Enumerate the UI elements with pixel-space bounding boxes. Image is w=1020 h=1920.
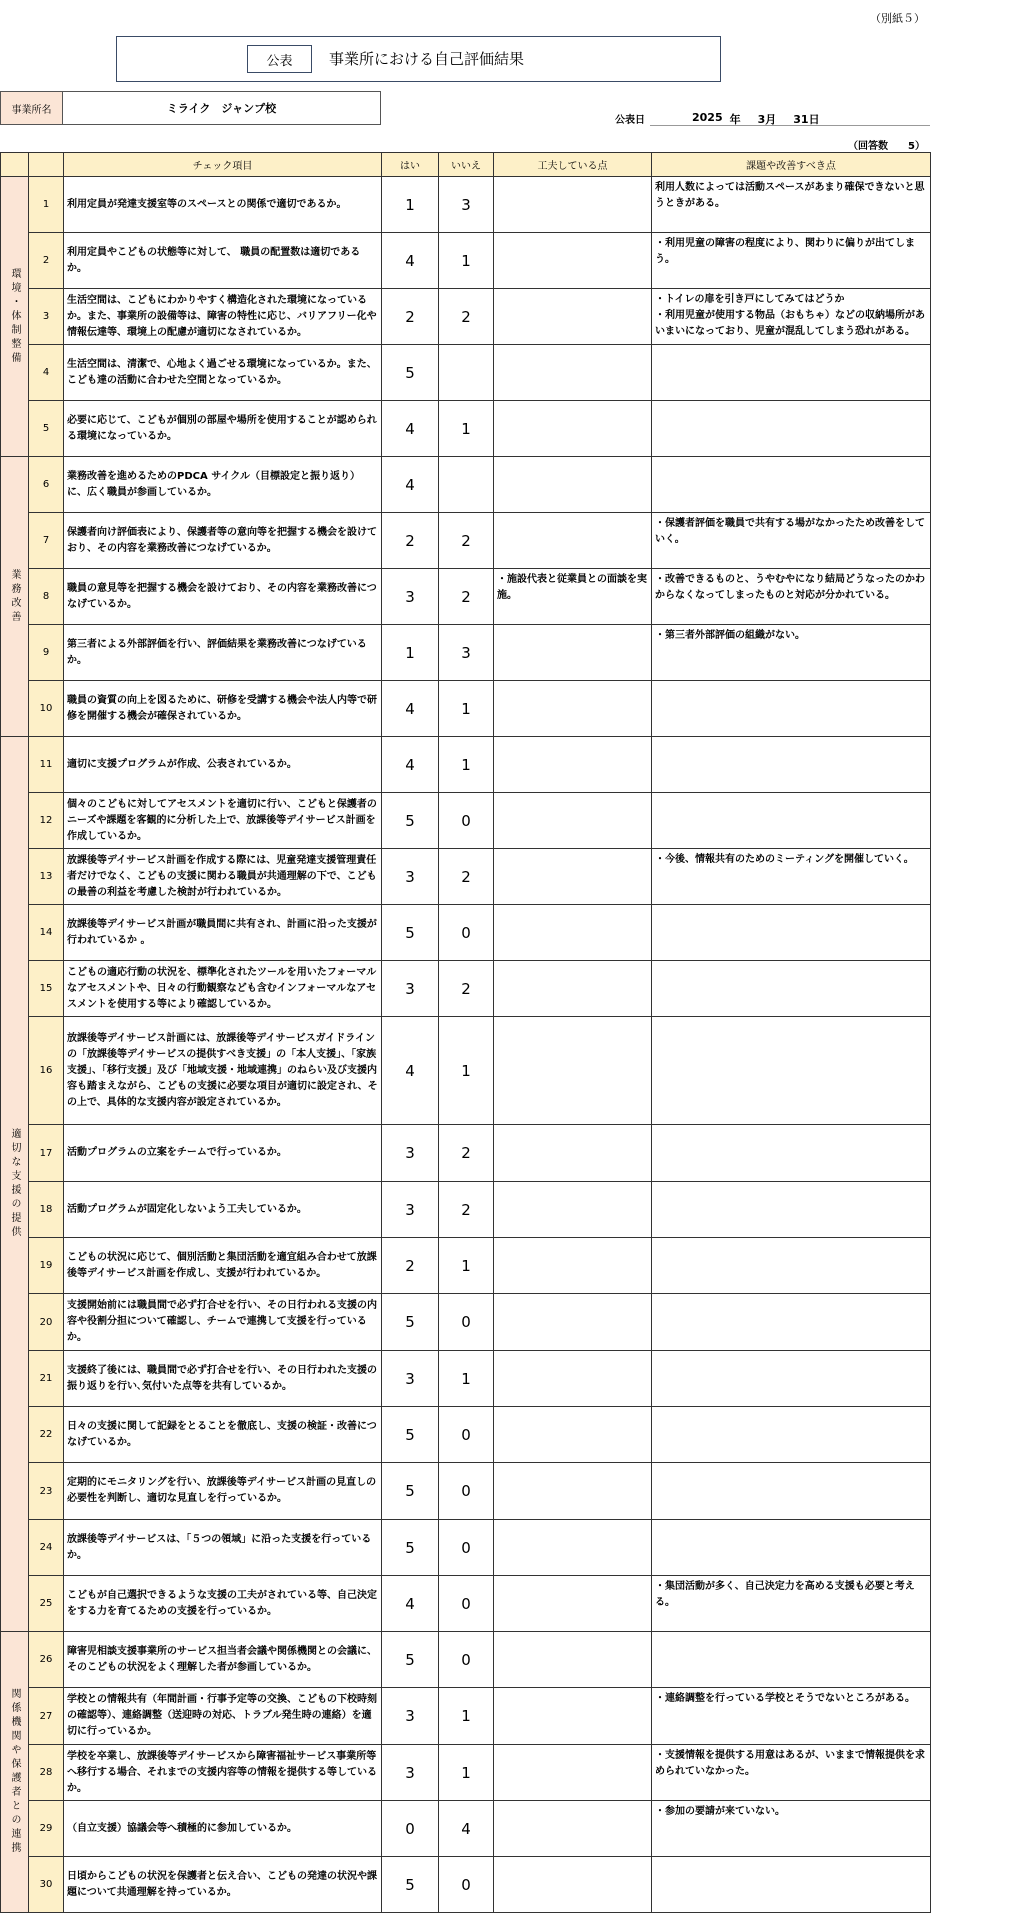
issue-note <box>652 1125 931 1182</box>
no-count: 0 <box>439 1407 494 1463</box>
check-item-text: 日頃からこどもの状況を保護者と伝え合い、こどもの発達の状況や課題について共通理解を持っているか。 <box>64 1857 382 1913</box>
table-row <box>1 1125 931 1182</box>
issue-note <box>652 1238 931 1294</box>
table-row <box>1 1745 931 1801</box>
yes-count: 3 <box>382 1745 439 1801</box>
effort-note <box>494 289 652 345</box>
item-number: 25 <box>29 1576 64 1632</box>
annex-label: （別紙５） <box>870 12 925 25</box>
effort-note <box>494 1857 652 1913</box>
table-row <box>1 233 931 289</box>
table-row <box>1 681 931 737</box>
effort-note <box>494 457 652 513</box>
category-label: 適切な支援の提供 <box>1 737 29 1632</box>
header-issues: 課題や改善すべき点 <box>652 153 931 177</box>
no-count <box>439 457 494 513</box>
check-item-text: 障害児相談支援事業所のサービス担当者会議や関係機関との会議に、そのこどもの状況をよく理解した者が参画しているか。 <box>64 1632 382 1688</box>
effort-note <box>494 513 652 569</box>
yes-count: 4 <box>382 401 439 457</box>
no-count: 2 <box>439 961 494 1017</box>
item-number: 16 <box>29 1017 64 1125</box>
effort-note <box>494 1125 652 1182</box>
item-number: 1 <box>29 177 64 233</box>
effort-note <box>494 1688 652 1745</box>
yes-count: 4 <box>382 681 439 737</box>
check-item-text: 放課後等デイサービス計画には、放課後等デイサービスガイドラインの「放課後等デイサービスの提供すべき支援」の「本人支援」、「家族支援」、「移行支援」及び「地域支援・地域連携」のねらい及び支援内容も踏まえながら、こどもの支援に必要な項目が適切に設定され、その上で、具体的な支援内容が設定されているか。 <box>64 1017 382 1125</box>
yes-count: 3 <box>382 1182 439 1238</box>
yes-count: 5 <box>382 1463 439 1520</box>
table-row <box>1 513 931 569</box>
check-item-text: 第三者による外部評価を行い、評価結果を業務改善につなげているか。 <box>64 625 382 681</box>
item-number: 14 <box>29 905 64 961</box>
table-row <box>1 289 931 345</box>
issue-note: ・保護者評価を職員で共有する場がなかったため改善をしていく。 <box>652 513 931 569</box>
check-item-text: 職員の意見等を把握する機会を設けており、その内容を業務改善につなげているか。 <box>64 569 382 625</box>
effort-note <box>494 625 652 681</box>
header-effort: 工夫している点 <box>494 153 652 177</box>
yes-count: 4 <box>382 737 439 793</box>
table-row <box>1 1801 931 1857</box>
yes-count: 4 <box>382 1017 439 1125</box>
issue-note: ・利用児童の障害の程度により、関わりに偏りが出てしまう。 <box>652 233 931 289</box>
yes-count: 0 <box>382 1801 439 1857</box>
effort-note <box>494 1017 652 1125</box>
effort-note <box>494 793 652 849</box>
no-count: 2 <box>439 1125 494 1182</box>
issue-note <box>652 737 931 793</box>
check-item-text: 活動プログラムの立案をチームで行っているか。 <box>64 1125 382 1182</box>
no-count: 3 <box>439 177 494 233</box>
issue-note <box>652 1632 931 1688</box>
item-number: 15 <box>29 961 64 1017</box>
effort-note <box>494 1745 652 1801</box>
item-number: 28 <box>29 1745 64 1801</box>
issue-note: ・支援情報を提供する用意はあるが、いままで情報提供を求められていなかった。 <box>652 1745 931 1801</box>
no-count: 2 <box>439 569 494 625</box>
item-number: 27 <box>29 1688 64 1745</box>
yes-count: 5 <box>382 1520 439 1576</box>
table-row <box>1 1857 931 1913</box>
issue-note <box>652 1407 931 1463</box>
item-number: 20 <box>29 1294 64 1351</box>
check-item-text: 日々の支援に関して記録をとることを徹底し、支援の検証・改善につなげているか。 <box>64 1407 382 1463</box>
no-count: 0 <box>439 1294 494 1351</box>
page-title: 事業所における自己評価結果 <box>329 50 525 68</box>
no-count: 1 <box>439 1745 494 1801</box>
yes-count: 3 <box>382 961 439 1017</box>
yes-count: 4 <box>382 233 439 289</box>
issue-note <box>652 681 931 737</box>
no-count: 0 <box>439 1520 494 1576</box>
item-number: 10 <box>29 681 64 737</box>
table-row <box>1 1017 931 1125</box>
issue-note <box>652 457 931 513</box>
category-label: 業務改善 <box>1 457 29 737</box>
item-number: 24 <box>29 1520 64 1576</box>
table-body <box>1 177 931 1913</box>
check-item-text: 学校との情報共有（年間計画・行事予定等の交換、こどもの下校時刻の確認等）、連絡調整（送迎時の対応、トラブル発生時の連絡）を適切に行っているか。 <box>64 1688 382 1745</box>
no-count: 1 <box>439 233 494 289</box>
table-row <box>1 905 931 961</box>
check-item-text: 保護者向け評価表により、保護者等の意向等を把握する機会を設けており、その内容を業務改善につなげているか。 <box>64 513 382 569</box>
no-count: 1 <box>439 737 494 793</box>
table-row <box>1 1294 931 1351</box>
effort-note <box>494 1238 652 1294</box>
check-item-text: こどもの状況に応じて、個別活動と集団活動を適宜組み合わせて放課後等デイサービス計画を作成し、支援が行われているか。 <box>64 1238 382 1294</box>
table-row <box>1 1632 931 1688</box>
check-item-text: 生活空間は、こどもにわかりやすく構造化された環境になっているか。また、事業所の設備等は、障害の特性に応じ、バリアフリー化や情報伝達等、環境上の配慮が適切になされているか。 <box>64 289 382 345</box>
yes-count: 2 <box>382 289 439 345</box>
no-count: 1 <box>439 1688 494 1745</box>
issue-note <box>652 401 931 457</box>
effort-note <box>494 177 652 233</box>
title-box <box>116 36 721 82</box>
check-item-text: こどもが自己選択できるような支援の工夫がされている等、自己決定をする力を育てるための支援を行っているか。 <box>64 1576 382 1632</box>
yes-count: 5 <box>382 793 439 849</box>
header-category <box>1 153 29 177</box>
issue-note <box>652 905 931 961</box>
check-item-text: 業務改善を進めるためのPDCA サイクル（目標設定と振り返り）に、広く職員が参画しているか。 <box>64 457 382 513</box>
issue-note: ・改善できるものと、うやむやになり結局どうなったのかわからなくなってしまったものと対応が分かれている。 <box>652 569 931 625</box>
item-number: 29 <box>29 1801 64 1857</box>
item-number: 2 <box>29 233 64 289</box>
yes-count: 4 <box>382 457 439 513</box>
issue-note: ・集団活動が多く、自己決定力を高める支援も必要と考える。 <box>652 1576 931 1632</box>
check-item-text: 職員の資質の向上を図るために、研修を受講する機会や法人内等で研修を開催する機会が確保されているか。 <box>64 681 382 737</box>
effort-note <box>494 1407 652 1463</box>
item-number: 9 <box>29 625 64 681</box>
issue-note <box>652 961 931 1017</box>
publish-label: 公表日 <box>615 115 645 126</box>
effort-note <box>494 1576 652 1632</box>
header-number <box>29 153 64 177</box>
no-count: 0 <box>439 793 494 849</box>
yes-count: 4 <box>382 1576 439 1632</box>
no-count: 0 <box>439 1632 494 1688</box>
effort-note <box>494 1182 652 1238</box>
effort-note <box>494 849 652 905</box>
issue-note <box>652 1351 931 1407</box>
no-count: 2 <box>439 849 494 905</box>
item-number: 19 <box>29 1238 64 1294</box>
publish-day: 31日 <box>793 113 820 126</box>
yes-count: 2 <box>382 513 439 569</box>
effort-note <box>494 1632 652 1688</box>
issue-note: ・トイレの扉を引き戸にしてみてはどうか ・利用児童が使用する物品（おもちゃ）などの収納場所があいまいになっており、児童が混乱してしまう恐れがある。 <box>652 289 931 345</box>
effort-note <box>494 1801 652 1857</box>
no-count: 1 <box>439 401 494 457</box>
effort-note <box>494 961 652 1017</box>
check-item-text: 利用定員が発達支援室等のスペースとの関係で適切であるか。 <box>64 177 382 233</box>
table-row <box>1 345 931 401</box>
check-item-text: こどもの適応行動の状況を、標準化されたツールを用いたフォーマルなアセスメントや、日々の行動観察なども含むインフォーマルなアセスメントを使用する等により確認しているか。 <box>64 961 382 1017</box>
yes-count: 2 <box>382 1238 439 1294</box>
issue-note <box>652 1182 931 1238</box>
effort-note <box>494 1294 652 1351</box>
item-number: 12 <box>29 793 64 849</box>
yes-count: 5 <box>382 345 439 401</box>
public-badge: 公表 <box>247 45 312 73</box>
yes-count: 3 <box>382 849 439 905</box>
item-number: 6 <box>29 457 64 513</box>
yes-count: 5 <box>382 1294 439 1351</box>
publish-year-unit: 年 <box>729 113 741 126</box>
issue-note <box>652 793 931 849</box>
no-count: 1 <box>439 1238 494 1294</box>
no-count: 0 <box>439 1857 494 1913</box>
no-count: 4 <box>439 1801 494 1857</box>
check-item-text: （自立支援）協議会等へ積極的に参加しているか。 <box>64 1801 382 1857</box>
office-name: ミライク ジャンプ校 <box>63 91 381 125</box>
yes-count: 5 <box>382 1632 439 1688</box>
effort-note <box>494 401 652 457</box>
no-count: 3 <box>439 625 494 681</box>
yes-count: 5 <box>382 1857 439 1913</box>
yes-count: 3 <box>382 1125 439 1182</box>
issue-note: ・参加の要請が来ていない。 <box>652 1801 931 1857</box>
effort-note <box>494 737 652 793</box>
effort-note <box>494 233 652 289</box>
no-count: 0 <box>439 905 494 961</box>
respondent-count: （回答数 5） <box>848 141 925 152</box>
issue-note <box>652 1857 931 1913</box>
table-row <box>1 569 931 625</box>
yes-count: 5 <box>382 1407 439 1463</box>
table-row <box>1 177 931 233</box>
evaluation-table <box>0 152 931 1913</box>
table-row <box>1 1576 931 1632</box>
table-row <box>1 1520 931 1576</box>
check-item-text: 個々のこどもに対してアセスメントを適切に行い、こどもと保護者のニーズや課題を客観的に分析した上で、放課後等デイサービス計画を作成しているか。 <box>64 793 382 849</box>
publish-underline <box>650 125 930 126</box>
effort-note <box>494 1351 652 1407</box>
table-row <box>1 793 931 849</box>
check-item-text: 放課後等デイサービス計画を作成する際には、児童発達支援管理責任者だけでなく、こどもの支援に関わる職員が共通理解の下で、こどもの最善の利益を考慮した検討が行われているか。 <box>64 849 382 905</box>
item-number: 4 <box>29 345 64 401</box>
item-number: 8 <box>29 569 64 625</box>
check-item-text: 利用定員やこどもの状態等に対して、 職員の配置数は適切であるか。 <box>64 233 382 289</box>
issue-note <box>652 1017 931 1125</box>
issue-note: 利用人数によっては活動スペースがあまり確保できないと思うときがある。 <box>652 177 931 233</box>
issue-note: ・連絡調整を行っている学校とそうでないところがある。 <box>652 1688 931 1745</box>
table-header-row <box>1 153 931 177</box>
table-row <box>1 1351 931 1407</box>
check-item-text: 学校を卒業し、放課後等デイサービスから障害福祉サービス事業所等へ移行する場合、それまでの支援内容等の情報を提供する等しているか。 <box>64 1745 382 1801</box>
check-item-text: 放課後等デイサービスは、「５つの領域」に沿った支援を行っているか。 <box>64 1520 382 1576</box>
yes-count: 1 <box>382 625 439 681</box>
table-row <box>1 1182 931 1238</box>
item-number: 5 <box>29 401 64 457</box>
table-row <box>1 457 931 513</box>
no-count: 1 <box>439 1017 494 1125</box>
yes-count: 3 <box>382 1351 439 1407</box>
table-row <box>1 1688 931 1745</box>
effort-note <box>494 345 652 401</box>
item-number: 18 <box>29 1182 64 1238</box>
table-row <box>1 401 931 457</box>
check-item-text: 活動プログラムが固定化しないよう工夫しているか。 <box>64 1182 382 1238</box>
check-item-text: 支援開始前には職員間で必ず打合せを行い、その日行われる支援の内容や役割分担について確認し、チームで連携して支援を行っているか。 <box>64 1294 382 1351</box>
publish-month: 3月 <box>757 113 777 126</box>
item-number: 23 <box>29 1463 64 1520</box>
check-item-text: 必要に応じて、こどもが個別の部屋や場所を使用することが認められる環境になっているか。 <box>64 401 382 457</box>
item-number: 7 <box>29 513 64 569</box>
no-count: 1 <box>439 681 494 737</box>
table-row <box>1 737 931 793</box>
issue-note <box>652 345 931 401</box>
item-number: 3 <box>29 289 64 345</box>
no-count: 2 <box>439 1182 494 1238</box>
effort-note <box>494 1463 652 1520</box>
table-row <box>1 1238 931 1294</box>
office-label: 事業所名 <box>0 91 63 125</box>
yes-count: 3 <box>382 1688 439 1745</box>
item-number: 11 <box>29 737 64 793</box>
issue-note: ・第三者外部評価の組織がない。 <box>652 625 931 681</box>
effort-note <box>494 905 652 961</box>
header-no: いいえ <box>439 153 494 177</box>
item-number: 22 <box>29 1407 64 1463</box>
publish-year: 2025 <box>692 111 723 124</box>
header-check-item: チェック項目 <box>64 153 382 177</box>
table-row <box>1 625 931 681</box>
check-item-text: 適切に支援プログラムが作成、公表されているか。 <box>64 737 382 793</box>
no-count: 2 <box>439 289 494 345</box>
check-item-text: 生活空間は、清潔で、心地よく過ごせる環境になっているか。また、こども達の活動に合わせた空間となっているか。 <box>64 345 382 401</box>
yes-count: 5 <box>382 905 439 961</box>
check-item-text: 定期的にモニタリングを行い、放課後等デイサービス計画の見直しの必要性を判断し、適切な見直しを行っているか。 <box>64 1463 382 1520</box>
issue-note <box>652 1520 931 1576</box>
no-count: 0 <box>439 1576 494 1632</box>
issue-note: ・今後、情報共有のためのミーティングを開催していく。 <box>652 849 931 905</box>
item-number: 26 <box>29 1632 64 1688</box>
category-label: 関係機関や保護者との連携 <box>1 1632 29 1913</box>
effort-note <box>494 1520 652 1576</box>
item-number: 17 <box>29 1125 64 1182</box>
check-item-text: 放課後等デイサービス計画が職員間に共有され、計画に沿った支援が行われているか 。 <box>64 905 382 961</box>
no-count: 2 <box>439 513 494 569</box>
no-count: 0 <box>439 1463 494 1520</box>
no-count: 1 <box>439 1351 494 1407</box>
table-row <box>1 1463 931 1520</box>
table-row <box>1 849 931 905</box>
yes-count: 3 <box>382 569 439 625</box>
issue-note <box>652 1463 931 1520</box>
header-yes: はい <box>382 153 439 177</box>
item-number: 30 <box>29 1857 64 1913</box>
issue-note <box>652 1294 931 1351</box>
no-count <box>439 345 494 401</box>
effort-note <box>494 681 652 737</box>
item-number: 21 <box>29 1351 64 1407</box>
check-item-text: 支援終了後には、職員間で必ず打合せを行い、その日行われた支援の振り返りを行い､気付いた点等を共有しているか。 <box>64 1351 382 1407</box>
effort-note: ・施設代表と従業員との面談を実施。 <box>494 569 652 625</box>
table-row <box>1 961 931 1017</box>
table-row <box>1 1407 931 1463</box>
item-number: 13 <box>29 849 64 905</box>
category-label: 環境・体制整備 <box>1 177 29 457</box>
yes-count: 1 <box>382 177 439 233</box>
